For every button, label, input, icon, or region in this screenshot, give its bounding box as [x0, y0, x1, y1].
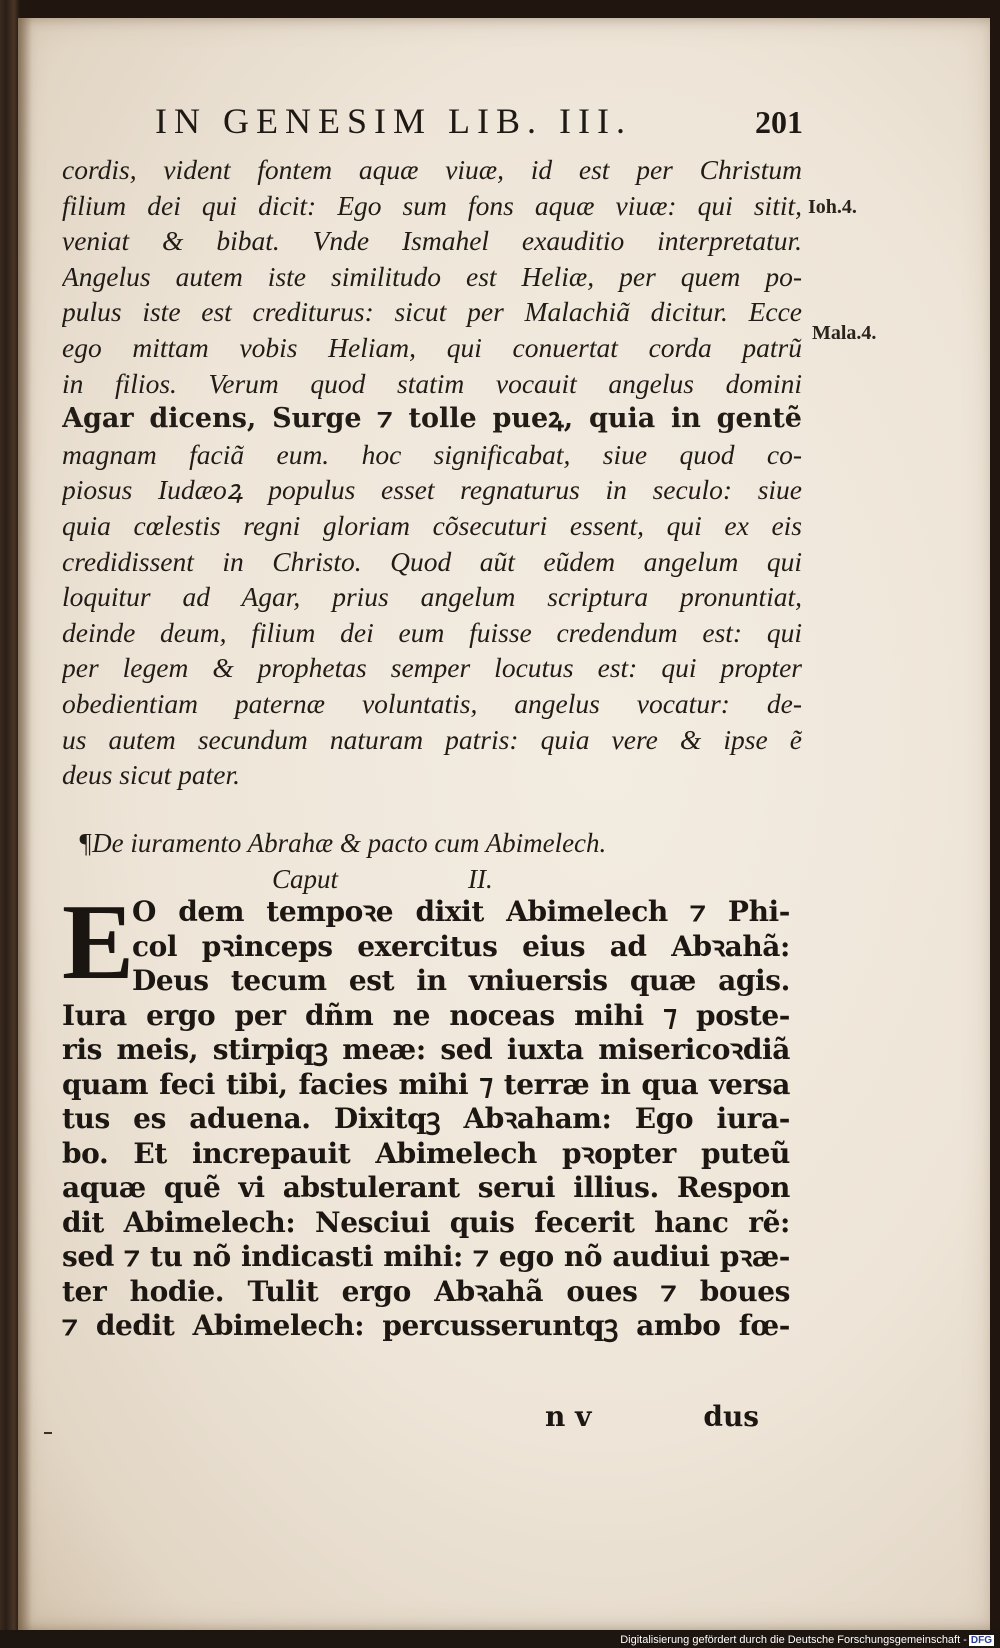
text-line: pulus iste est crediturus: sicut per Malachiã dicitur. Ecce [62, 296, 802, 328]
catchword: dus [703, 1400, 760, 1433]
margin-note-ioh: Ioh.4. [808, 196, 857, 218]
dfg-logo: DFG [970, 1635, 992, 1646]
signature-mark: n v [545, 1400, 592, 1433]
credit-text: Digitalisierung gefördert durch die Deutsche Forschungsgemeinschaft - [620, 1634, 967, 1646]
blackletter-line: tus es aduena. Dixitqꝫ Abꝛaham: Ego iura- [62, 1102, 790, 1135]
text-line: veniat & bibat. Vnde Ismahel exauditio interpretatur. [62, 225, 802, 257]
blackletter-line: quam feci tibi, facies mihi ⁊ terræ in qua versa [62, 1067, 790, 1101]
folio-number: 201 [755, 104, 803, 140]
blackletter-line: ter hodie. Tulit ergo Abꝛahã oues ⁊ boues [62, 1274, 790, 1308]
text-line: quia cœlestis regni gloriam cõsecuturi essent, qui ex eis [62, 509, 802, 541]
page-gutter-shadow [18, 18, 32, 1630]
text-line: us autem secundum naturam patris: quia vere & ipse ẽ [62, 723, 802, 755]
blackletter-line: ris meis, stirpiqꝫ meæ: sed iuxta misericoꝛdiã [62, 1033, 790, 1066]
catchword-line [545, 1400, 759, 1433]
commentary-text-block [62, 152, 802, 793]
text-line: Angelus autem iste similitudo est Heliæ, per quem po- [62, 260, 802, 292]
chapter-label [272, 864, 493, 895]
blackletter-line: Deus tecum est in vniuersis quæ agis. [132, 964, 790, 997]
text-line-quotation: Agar dicens, Surge ⁊ tolle pueꝝ, quia in gentẽ [62, 403, 802, 435]
blackletter-line: aquæ quẽ vi abstulerant serui illius. Respon [62, 1171, 790, 1204]
blackletter-line: ⁊ dedit Abimelech: percusseruntqꝫ ambo fœ- [62, 1309, 790, 1342]
margin-note-mala: Mala.4. [812, 322, 877, 344]
text-line: cordis, vident fontem aquæ viuæ, id est per Christum [62, 154, 802, 185]
text-line: deus sicut pater. [62, 759, 240, 791]
drop-cap-initial: E [62, 883, 135, 1002]
running-title: IN GENESIM LIB. III. [155, 101, 632, 141]
blackletter-line: dit Abimelech: Nesciui quis fecerit hanc rẽ: [62, 1205, 790, 1239]
text-line: piosus Iudæoꝝ populus esset regnaturus in seculo: siue [62, 474, 802, 506]
blackletter-line: Iura ergo per dñm ne noceas mihi ⁊ poste- [62, 998, 790, 1032]
margin-tick-mark [44, 1432, 52, 1434]
text-line: in filios. Verum quod statim vocauit angelus domini [62, 367, 802, 399]
text-line: deinde deum, filium dei eum fuisse credendum est: qui [62, 616, 802, 648]
blackletter-line: bo. Et increpauit Abimelech pꝛopter puteũ [62, 1136, 790, 1170]
text-line: per legem & prophetas semper locutus est: qui propter [62, 652, 802, 684]
text-line: loquitur ad Agar, prius angelum scriptura pronuntiat, [62, 581, 802, 613]
text-line: obedientiam paternæ voluntatis, angelus vocatur: de- [62, 687, 802, 719]
blackletter-line: O dem tempoꝛe dixit Abimelech ⁊ Phi- [132, 895, 790, 928]
text-line: magnam faciã eum. hoc significabat, siue quod co- [62, 438, 802, 470]
digitization-credit [618, 1634, 996, 1646]
blackletter-line: col pꝛinceps exercitus eius ad Abꝛahã: [132, 929, 790, 963]
text-line: credidissent in Christo. Quod aũt eũdem angelum qui [62, 545, 802, 577]
section-heading: ¶De iuramento Abrahæ & pacto cum Abimelech. [78, 828, 607, 858]
blackletter-line: sed ⁊ tu nõ indicasti mihi: ⁊ ego nõ audiui pꝛæ- [62, 1240, 790, 1273]
blackletter-text-block [62, 883, 790, 1415]
text-line: ego mittam vobis Heliam, qui conuertat corda patrũ [62, 331, 802, 363]
text-line: filium dei qui dicit: Ego sum fons aquæ viuæ: qui sitit, [62, 189, 802, 221]
caput-number: II. [468, 864, 493, 894]
caput-label: Caput [272, 864, 339, 894]
